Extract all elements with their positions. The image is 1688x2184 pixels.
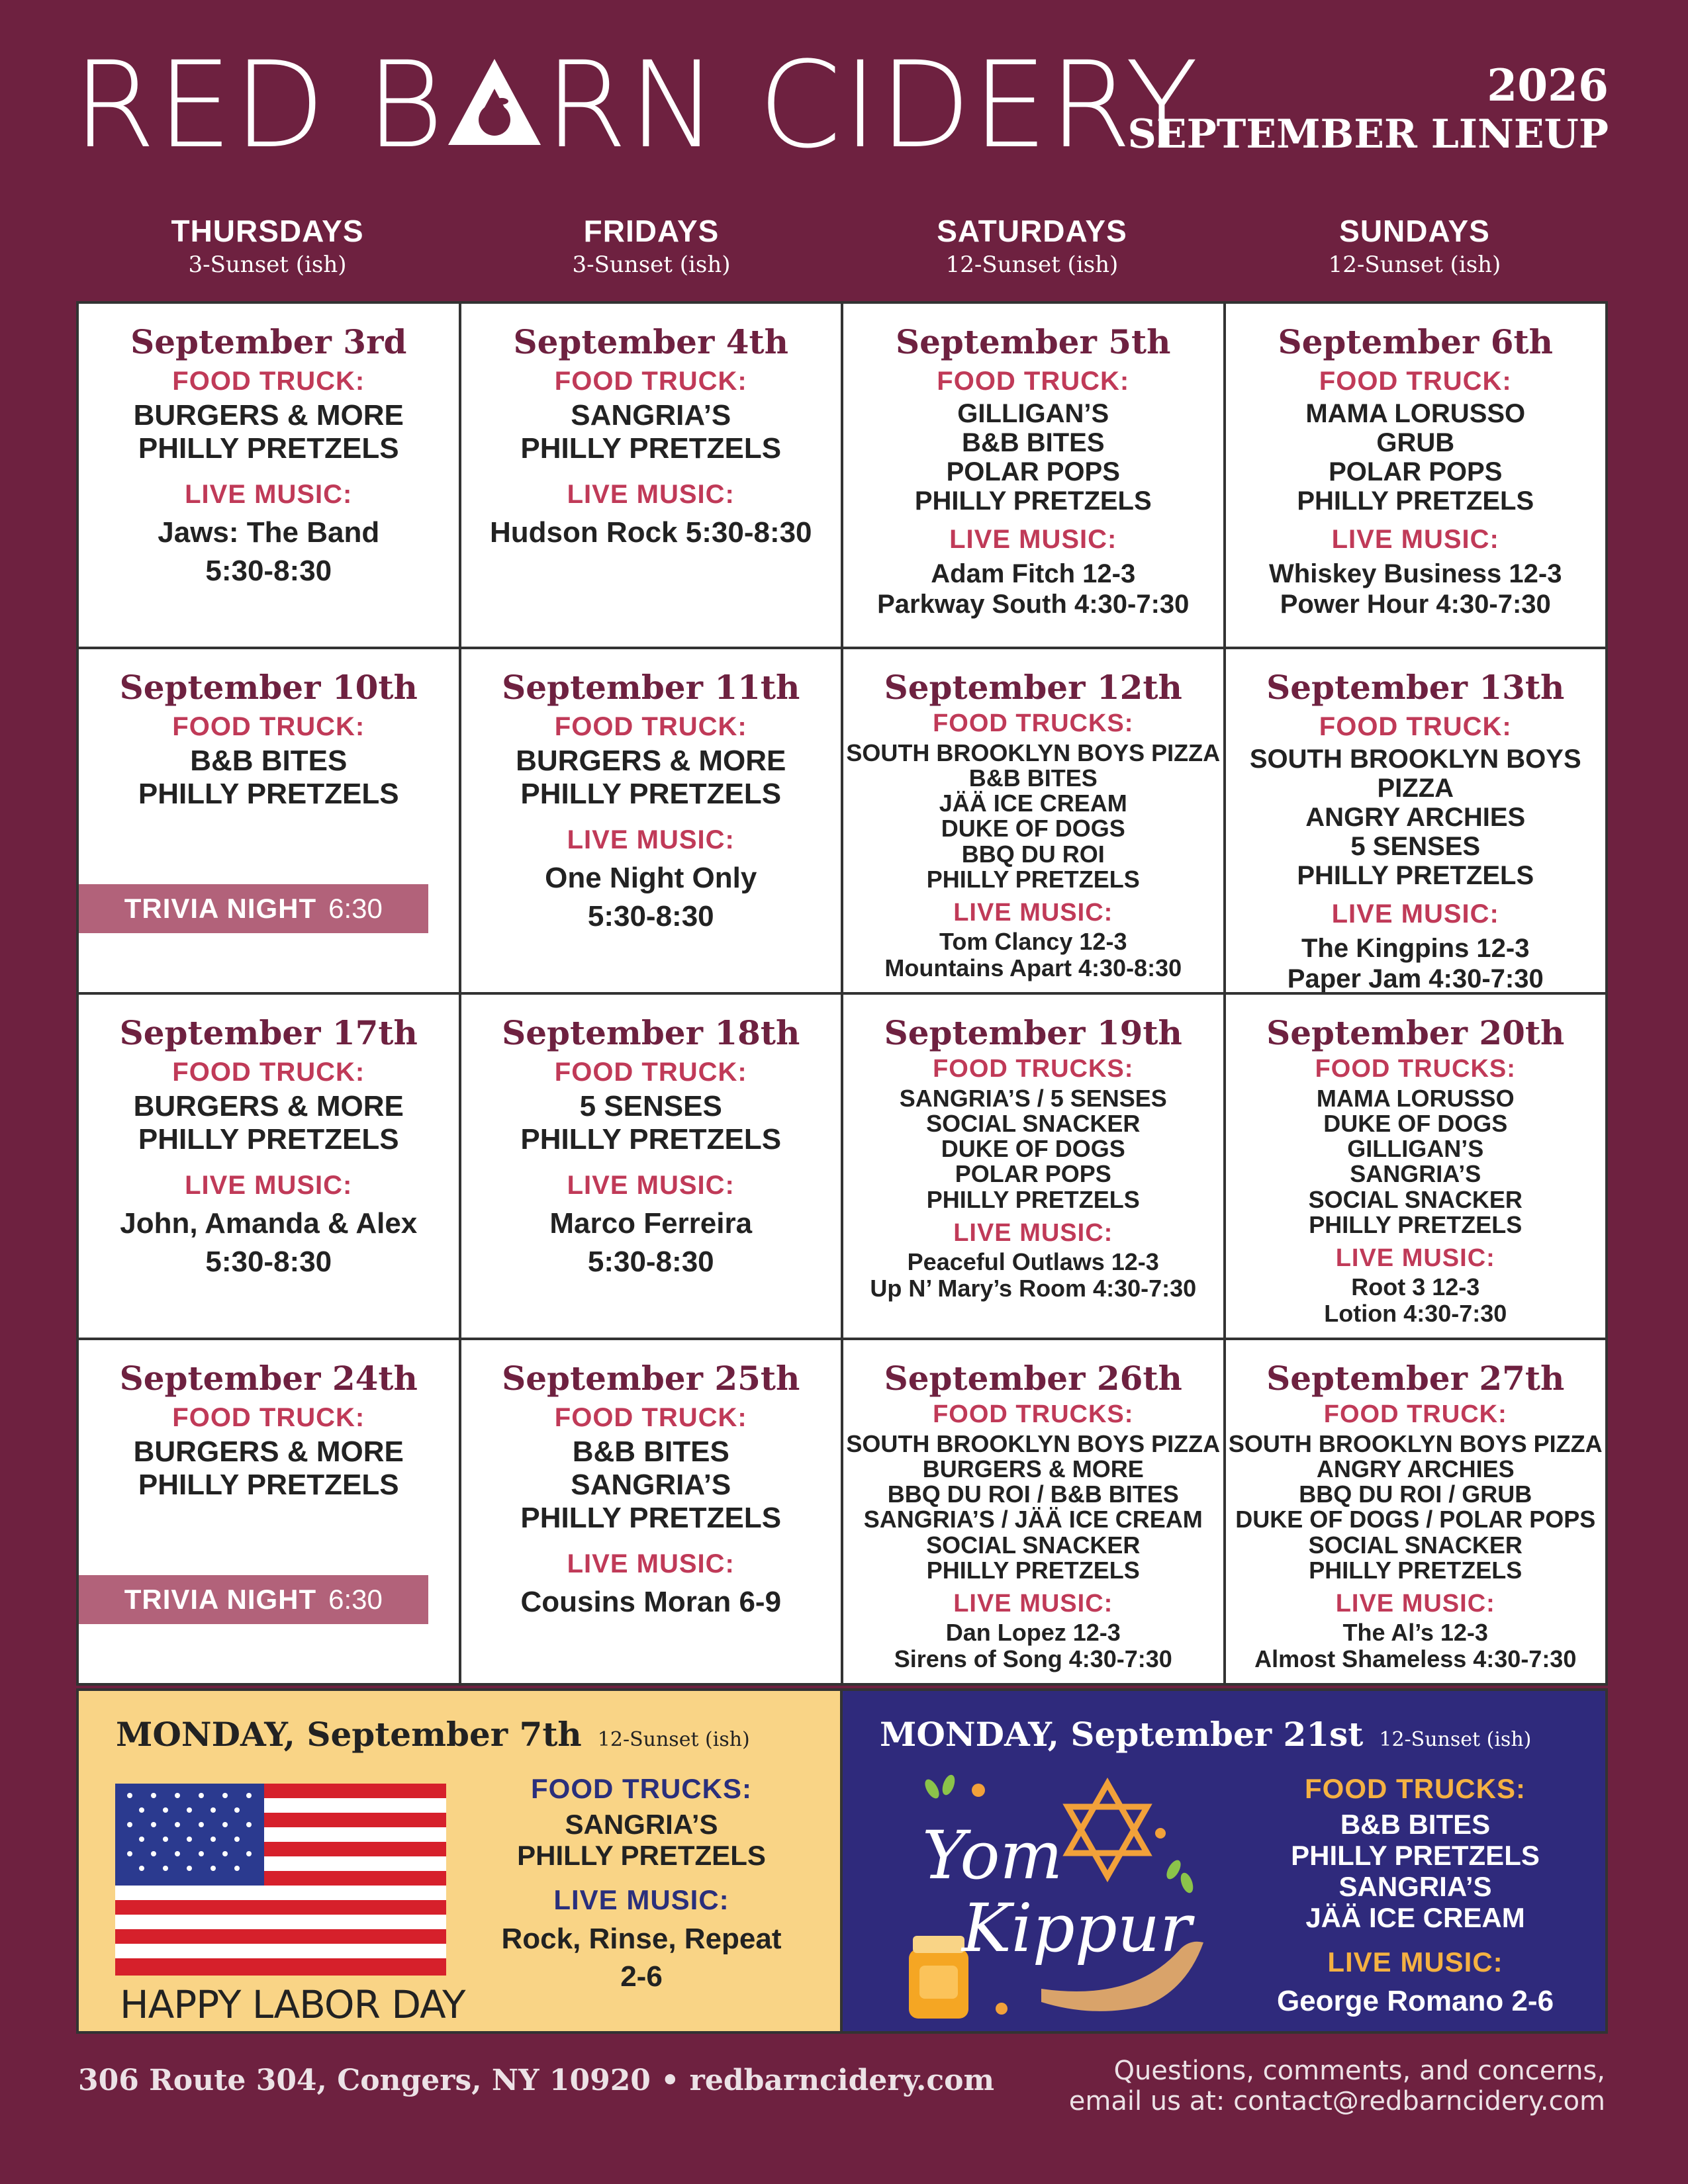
live-music-label: LIVE MUSIC:	[567, 480, 735, 510]
live-music-list: Rock, Rinse, Repeat 2-6	[501, 1923, 782, 1993]
lineup-year: 2026	[1487, 60, 1609, 111]
food-truck-list: B&B BITES SANGRIA’S PHILLY PRETZELS	[520, 1435, 782, 1535]
calendar-cell-sep-11	[461, 649, 841, 992]
calendar-cell-sep-3	[79, 304, 459, 647]
cell-date: September 5th	[896, 322, 1171, 361]
calendar-cell-sep-26	[843, 1340, 1223, 1683]
brand-text-right: RN CIDERY	[544, 36, 1200, 175]
food-truck-list: SANGRIA’S PHILLY PRETZELS	[520, 399, 782, 465]
brand-logo	[73, 36, 1200, 175]
footer-contact	[1069, 2056, 1605, 2116]
day-hours: 12-Sunset (ish)	[945, 251, 1119, 278]
day-header-saturdays	[841, 213, 1223, 278]
live-music-label: LIVE MUSIC:	[567, 1549, 735, 1579]
live-music-label: LIVE MUSIC:	[185, 1171, 353, 1201]
live-music-label: LIVE MUSIC:	[567, 825, 735, 855]
calendar-cell-sep-24	[79, 1340, 459, 1683]
trivia-night-banner	[79, 884, 428, 933]
food-truck-label: FOOD TRUCKS:	[531, 1773, 752, 1804]
food-truck-label: FOOD TRUCK:	[554, 712, 747, 741]
barn-a-icon	[445, 46, 544, 165]
monday-title	[880, 1715, 1531, 1754]
day-hours: 3-Sunset (ish)	[188, 251, 347, 278]
calendar-cell-sep-5	[843, 304, 1223, 647]
day-name: FRIDAYS	[583, 214, 720, 248]
live-music-label: LIVE MUSIC:	[953, 1589, 1113, 1617]
day-header-fridays	[460, 213, 843, 278]
food-truck-label: FOOD TRUCK:	[172, 1058, 365, 1087]
brand-text-left: RED B	[73, 36, 445, 175]
kippur-text: Kippur	[962, 1889, 1192, 1967]
calendar-cell-sep-17	[79, 995, 459, 1338]
live-music-list: The Al’s 12-3 Almost Shameless 4:30-7:30	[1254, 1618, 1577, 1673]
footer-contact-line1: Questions, comments, and concerns,	[1113, 2056, 1605, 2086]
food-truck-list: SOUTH BROOKLYN BOYS PIZZA B&B BITES JÄÄ ICE CREAM DUKE OF DOGS BBQ DU ROI PHILLY PRETZELS	[846, 739, 1221, 893]
calendar-cell-sep-20	[1226, 995, 1606, 1338]
day-hours: 12-Sunset (ish)	[1328, 251, 1501, 278]
trivia-label: TRIVIA NIGHT	[124, 1584, 317, 1615]
food-truck-label: FOOD TRUCK:	[1319, 712, 1512, 741]
calendar-cell-sep-27	[1226, 1340, 1606, 1683]
live-music-list: Peaceful Outlaws 12-3 Up N’ Mary’s Room 4:30-7:30	[870, 1248, 1197, 1302]
cell-date: September 17th	[119, 1013, 418, 1052]
cell-date: September 10th	[119, 668, 418, 707]
calendar-cell-sep-6	[1226, 304, 1606, 647]
food-truck-list: SANGRIA’S / 5 SENSES SOCIAL SNACKER DUKE OF DOGS POLAR POPS PHILLY PRETZELS	[899, 1085, 1167, 1213]
cell-date: September 19th	[884, 1013, 1182, 1052]
food-truck-label: FOOD TRUCK:	[554, 1403, 747, 1432]
cell-date: September 20th	[1266, 1013, 1565, 1052]
calendar-cell-sep-10	[79, 649, 459, 992]
footer-contact-email[interactable]: email us at: contact@redbarncidery.com	[1068, 2086, 1605, 2116]
live-music-list: Adam Fitch 12-3 Parkway South 4:30-7:30	[877, 559, 1190, 619]
monday-yom-info	[1253, 1773, 1577, 2020]
calendar-cell-sep-19	[843, 995, 1223, 1338]
live-music-label: LIVE MUSIC:	[1327, 1946, 1503, 1978]
food-truck-list: 5 SENSES PHILLY PRETZELS	[520, 1090, 782, 1156]
food-truck-label: FOOD TRUCK:	[1319, 367, 1512, 396]
trivia-label: TRIVIA NIGHT	[124, 893, 317, 924]
live-music-label: LIVE MUSIC:	[949, 525, 1117, 554]
food-truck-list: MAMA LORUSSO GRUB POLAR POPS PHILLY PRETZELS	[1297, 399, 1534, 516]
honey-jar-icon	[909, 1936, 968, 2019]
day-name: SATURDAYS	[937, 214, 1127, 248]
live-music-label: LIVE MUSIC:	[1335, 1589, 1495, 1617]
food-truck-list: BURGERS & MORE PHILLY PRETZELS	[133, 399, 404, 465]
day-header-thursdays	[76, 213, 459, 278]
live-music-label: LIVE MUSIC:	[1331, 899, 1499, 929]
cell-date: September 24th	[119, 1359, 418, 1398]
live-music-label: LIVE MUSIC:	[953, 1218, 1113, 1247]
live-music-label: LIVE MUSIC:	[1335, 1244, 1495, 1272]
food-truck-label: FOOD TRUCKS:	[1315, 1055, 1516, 1083]
food-truck-list: SOUTH BROOKLYN BOYS PIZZA BURGERS & MORE BBQ DU ROI / B&B BITES SANGRIA’S / JÄÄ ICE CREAM SOCIAL SNACKER PHILLY PRETZELS	[846, 1430, 1221, 1584]
food-truck-list: B&B BITES PHILLY PRETZELS	[138, 745, 399, 811]
live-music-list: Dan Lopez 12-3 Sirens of Song 4:30-7:30	[894, 1618, 1172, 1673]
monday-labor-day-panel	[76, 1688, 843, 2034]
yom-kippur-art	[869, 1770, 1240, 2022]
cell-date: September 3rd	[130, 322, 407, 361]
calendar-cell-sep-12	[843, 649, 1223, 992]
food-truck-list: BURGERS & MORE PHILLY PRETZELS	[133, 1090, 404, 1156]
live-music-list: Marco Ferreira 5:30-8:30	[549, 1207, 753, 1278]
cell-date: September 12th	[884, 668, 1182, 707]
live-music-list: Cousins Moran 6-9	[520, 1586, 782, 1619]
food-truck-label: FOOD TRUCKS:	[933, 1400, 1134, 1428]
calendar-cell-sep-4	[461, 304, 841, 647]
monday-hours: 12-Sunset (ish)	[597, 1728, 750, 1751]
monday-hours: 12-Sunset (ish)	[1379, 1728, 1532, 1751]
food-truck-list: SANGRIA’S PHILLY PRETZELS	[517, 1809, 766, 1872]
monday-labor-info	[476, 1773, 807, 1995]
live-music-list: George Romano 2-6	[1276, 1985, 1554, 2018]
food-truck-list: SOUTH BROOKLYN BOYS PIZZA ANGRY ARCHIES 5 SENSES PHILLY PRETZELS	[1249, 745, 1581, 890]
live-music-list: Hudson Rock 5:30-8:30	[489, 516, 812, 549]
food-truck-label: FOOD TRUCK:	[554, 1058, 747, 1087]
cell-date: September 11th	[502, 668, 800, 707]
live-music-list: Tom Clancy 12-3 Mountains Apart 4:30-8:30	[884, 927, 1182, 982]
day-hours: 3-Sunset (ish)	[572, 251, 731, 278]
food-truck-label: FOOD TRUCK:	[937, 367, 1130, 396]
food-truck-label: FOOD TRUCK:	[172, 1403, 365, 1432]
day-name: THURSDAYS	[171, 214, 364, 248]
food-truck-label: FOOD TRUCKS:	[1305, 1773, 1526, 1804]
live-music-list: John, Amanda & Alex 5:30-8:30	[120, 1207, 418, 1278]
monday-title	[116, 1715, 750, 1754]
live-music-list: The Kingpins 12-3 Paper Jam 4:30-7:30	[1287, 934, 1544, 992]
calendar-grid	[76, 301, 1608, 1686]
food-truck-list: BURGERS & MORE PHILLY PRETZELS	[516, 745, 786, 811]
food-truck-list: GILLIGAN’S B&B BITES POLAR POPS PHILLY PRETZELS	[914, 399, 1152, 516]
monday-yom-kippur-panel	[840, 1688, 1608, 2034]
lineup-subtitle: SEPTEMBER LINEUP	[1127, 111, 1609, 158]
live-music-list: Root 3 12-3 Lotion 4:30-7:30	[1324, 1273, 1507, 1328]
day-header-sundays	[1223, 213, 1606, 278]
monday-date: MONDAY, September 21st	[880, 1715, 1364, 1754]
calendar-cell-sep-18	[461, 995, 841, 1338]
calendar-cell-sep-13	[1226, 649, 1606, 992]
food-truck-list: MAMA LORUSSO DUKE OF DOGS GILLIGAN’S SANGRIA’S SOCIAL SNACKER PHILLY PRETZELS	[1308, 1085, 1523, 1238]
calendar-cell-sep-25	[461, 1340, 841, 1683]
live-music-list: Whiskey Business 12-3 Power Hour 4:30-7:30	[1269, 559, 1562, 619]
food-truck-list: BURGERS & MORE PHILLY PRETZELS	[133, 1435, 404, 1502]
food-truck-label: FOOD TRUCK:	[1323, 1400, 1507, 1428]
food-truck-label: FOOD TRUCKS:	[933, 1055, 1134, 1083]
cell-date: September 18th	[502, 1013, 800, 1052]
live-music-label: LIVE MUSIC:	[1331, 525, 1499, 554]
cell-date: September 6th	[1278, 322, 1553, 361]
live-music-list: Jaws: The Band 5:30-8:30	[158, 516, 380, 587]
day-name: SUNDAYS	[1339, 214, 1490, 248]
american-flag-icon	[115, 1784, 446, 1979]
trivia-night-banner	[79, 1575, 428, 1624]
trivia-time: 6:30	[328, 1584, 383, 1615]
food-truck-list: B&B BITES PHILLY PRETZELS SANGRIA’S JÄÄ ICE CREAM	[1291, 1809, 1540, 1934]
live-music-list: One Night Only 5:30-8:30	[545, 862, 757, 933]
live-music-label: LIVE MUSIC:	[953, 898, 1113, 927]
cell-date: September 4th	[513, 322, 788, 361]
cell-date: September 25th	[502, 1359, 800, 1398]
food-truck-label: FOOD TRUCK:	[172, 712, 365, 741]
cell-date: September 13th	[1266, 668, 1565, 707]
happy-labor-day-text: HAPPY LABOR DAY	[120, 1982, 465, 2027]
food-truck-label: FOOD TRUCK:	[172, 367, 365, 396]
cell-date: September 26th	[884, 1359, 1182, 1398]
monday-date: MONDAY, September 7th	[116, 1715, 582, 1754]
star-of-david-icon	[1068, 1784, 1147, 1876]
live-music-label: LIVE MUSIC:	[567, 1171, 735, 1201]
food-truck-label: FOOD TRUCK:	[554, 367, 747, 396]
trivia-time: 6:30	[328, 893, 383, 924]
live-music-label: LIVE MUSIC:	[185, 480, 353, 510]
footer-address: 306 Route 304, Congers, NY 10920 • redbarncidery.com	[78, 2064, 995, 2097]
yom-text: Yom	[922, 1817, 1063, 1894]
cell-date: September 27th	[1266, 1359, 1565, 1398]
food-truck-list: SOUTH BROOKLYN BOYS PIZZA ANGRY ARCHIES BBQ DU ROI / GRUB DUKE OF DOGS / POLAR POPS SOCIAL SNACKER PHILLY PRETZELS	[1228, 1430, 1603, 1584]
food-truck-label: FOOD TRUCKS:	[933, 709, 1134, 737]
live-music-label: LIVE MUSIC:	[553, 1884, 729, 1916]
